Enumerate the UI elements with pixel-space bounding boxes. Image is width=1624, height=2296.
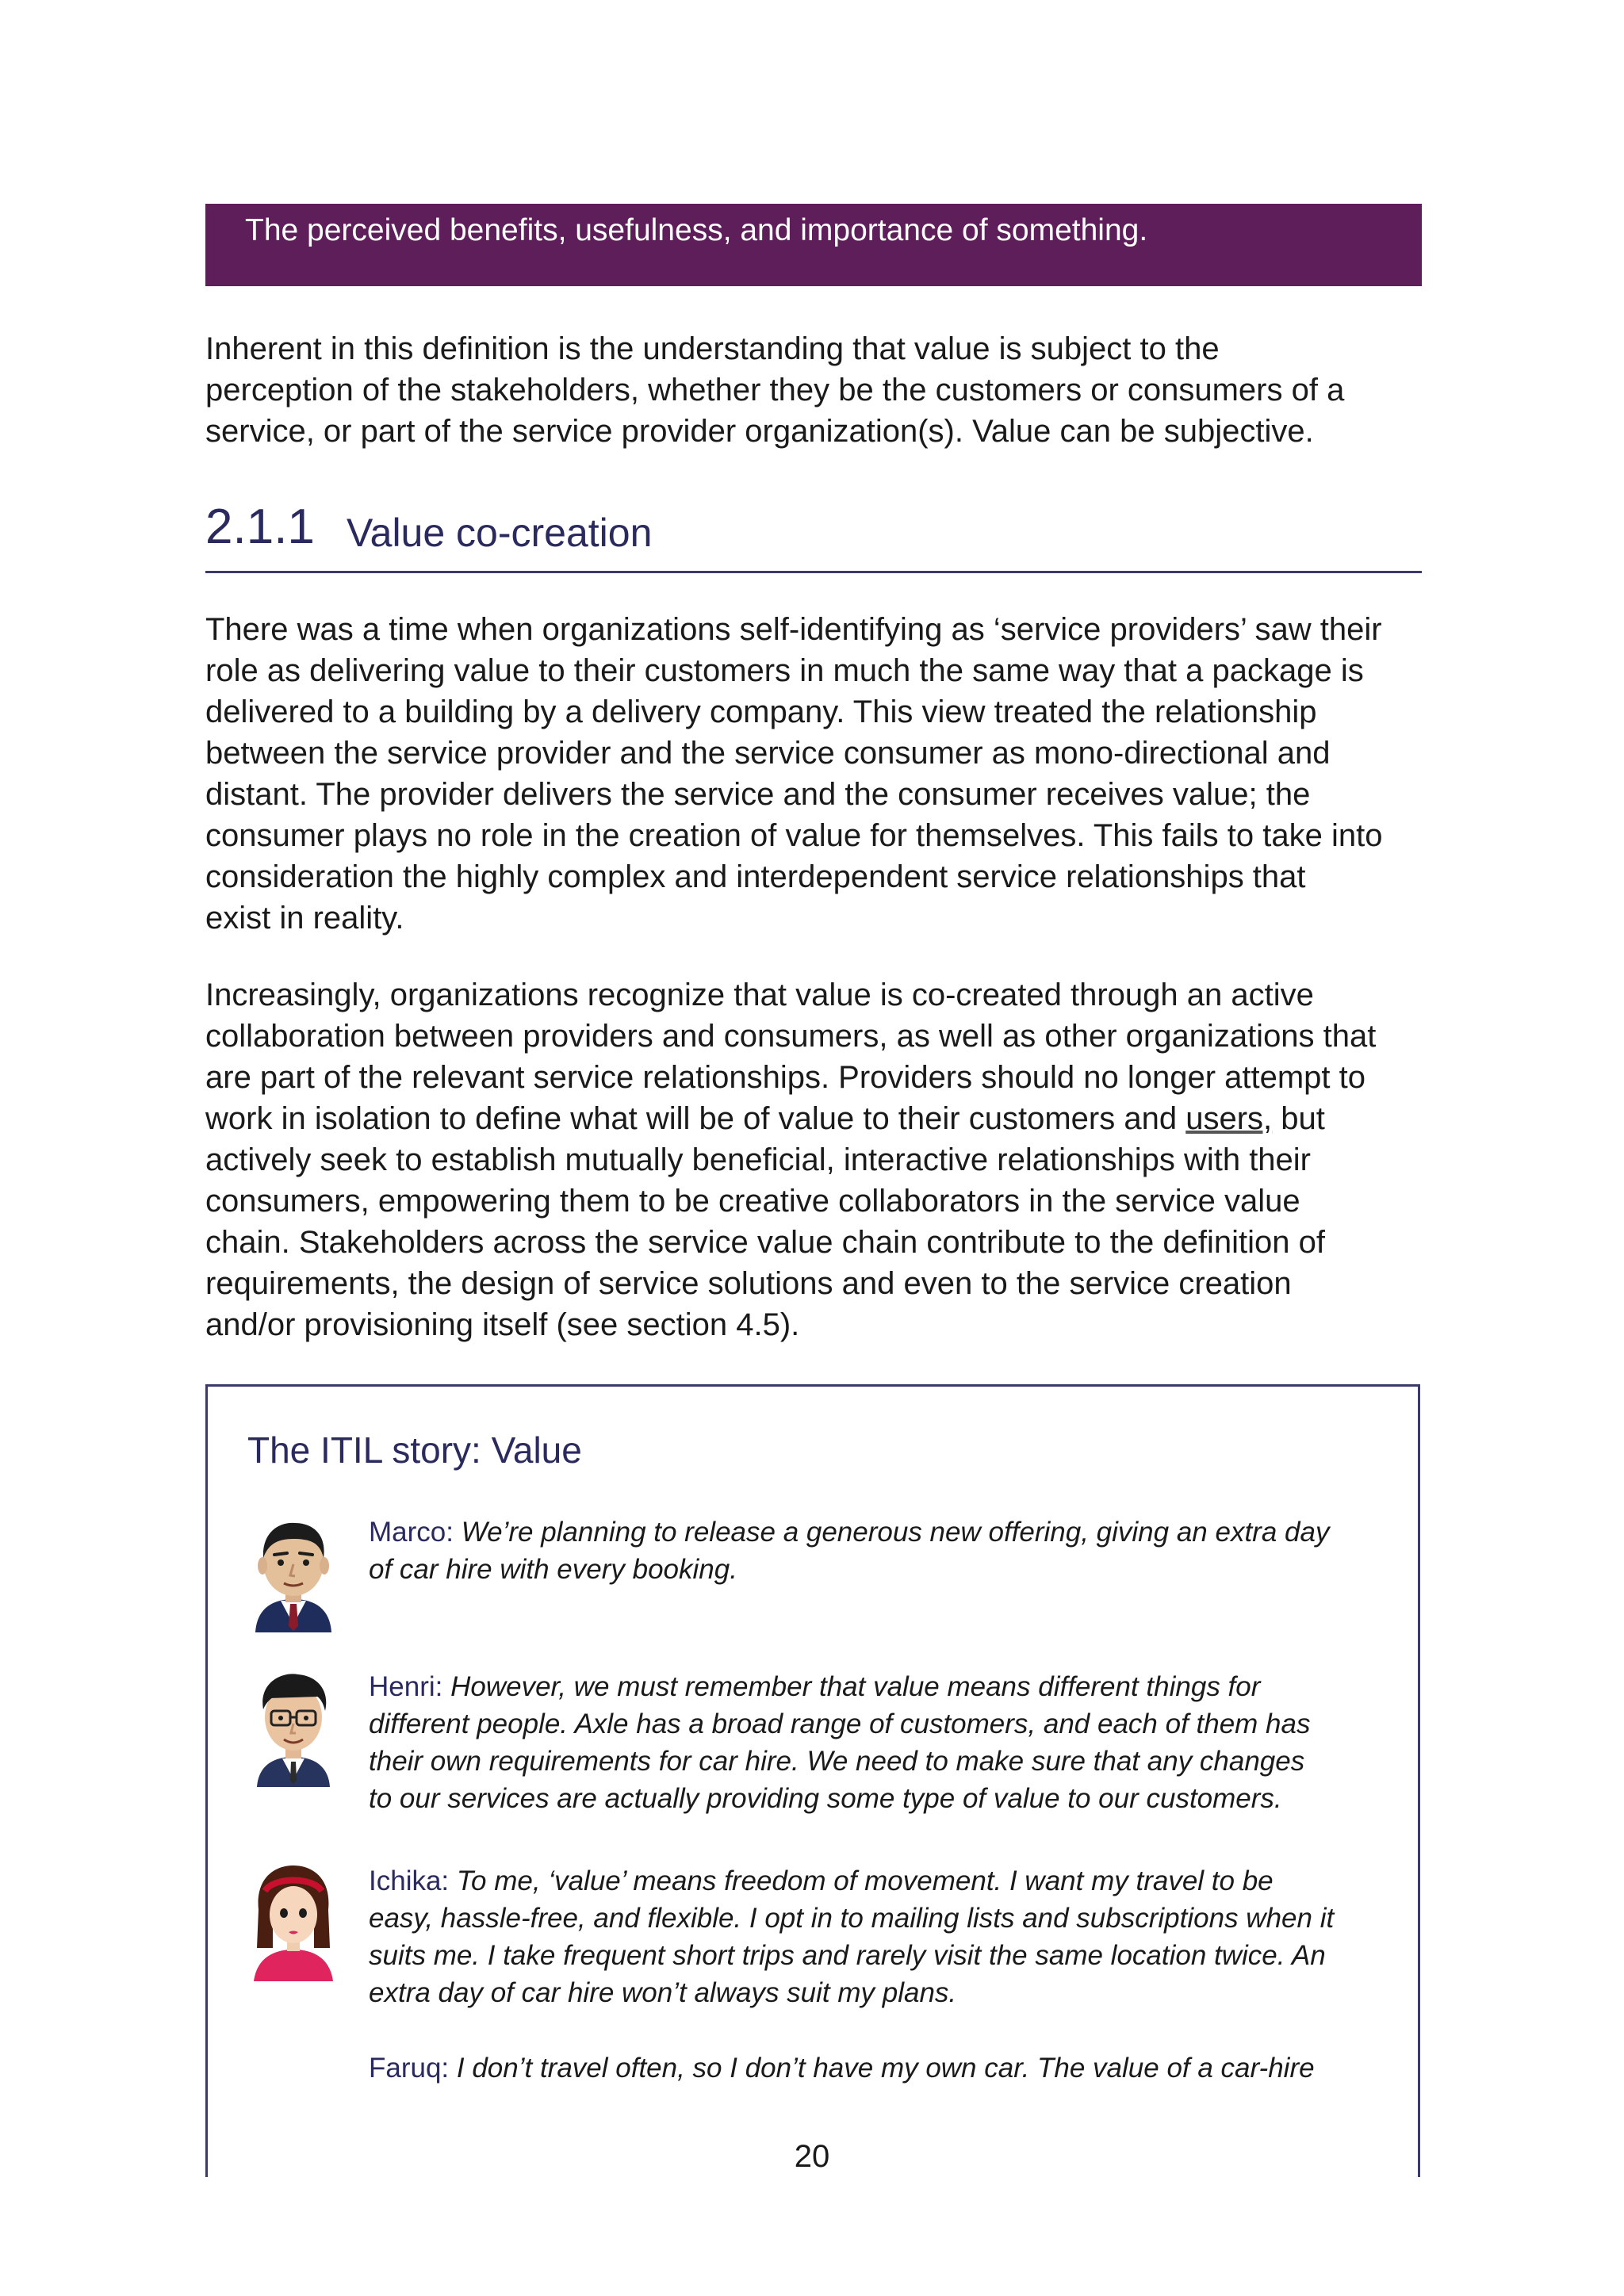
speech-text	[369, 2049, 1392, 2087]
story-title: The ITIL story: Value	[247, 1429, 582, 1471]
speaker-name: Henri:	[369, 1671, 443, 1702]
paragraph-line: perception of the stakeholders, whether they be the customers or consumers of a	[205, 373, 1345, 408]
definition-text: The perceived benefits, usefulness, and importance of something.	[245, 213, 1148, 247]
itil-story-box	[205, 1384, 1420, 2177]
paragraph-line: consumers, empowering them to be creative collaborators in the service value	[205, 1184, 1300, 1219]
paragraph-line: role as delivering value to their customers in much the same way that a package is	[205, 653, 1364, 688]
paragraph-line: Inherent in this definition is the understanding that value is subject to the	[205, 331, 1220, 366]
paragraph-line: Increasingly, organizations recognize that value is co-created through an active	[205, 978, 1314, 1012]
paragraph-line: collaboration between providers and consumers, as well as other organizations that	[205, 1019, 1377, 1054]
paragraph-line: between the service provider and the service consumer as mono-directional and	[205, 736, 1331, 771]
paragraph-line: requirements, the design of service solutions and even to the service creation	[205, 1266, 1292, 1301]
paragraph-line: delivered to a building by a delivery company. This view treated the relationship	[205, 695, 1317, 729]
speech-line: different people. Axle has a broad range of customers, and each of them has	[369, 1709, 1311, 1739]
speech-line	[369, 1862, 1392, 1900]
paragraph-line: service, or part of the service provider organization(s). Value can be subjective.	[205, 414, 1314, 449]
intro-paragraph	[205, 328, 1442, 452]
paragraph-line: There was a time when organizations self-identifying as ‘service providers’ saw their	[205, 612, 1382, 647]
speech-line: suits me. I take frequent short trips and rarely visit the same location twice. An	[369, 1940, 1326, 1971]
paragraph-line: consumer plays no role in the creation of value for themselves. This fails to take into	[205, 818, 1383, 853]
paragraph-line-with-link	[205, 1098, 1442, 1139]
man-glasses-avatar-icon	[251, 1668, 336, 1795]
quote-text: I don’t travel often, so I don’t have my own car. The value of a car-hire	[456, 2053, 1315, 2084]
quote-text: We’re planning to release a generous new offering, giving an extra day	[461, 1517, 1330, 1548]
section-heading	[205, 492, 1422, 573]
speaker-name: Faruq:	[369, 2053, 450, 2084]
body-paragraph-1	[205, 609, 1442, 939]
paragraph-line: exist in reality.	[205, 901, 404, 936]
paragraph-line: and/or provisioning itself (see section 4.5).	[205, 1307, 800, 1342]
speaker-name: Marco:	[369, 1517, 454, 1548]
body-paragraph-2	[205, 974, 1442, 1345]
woman-headband-avatar-icon	[251, 1862, 336, 1989]
quote-text: To me, ‘value’ means freedom of movement. I want my travel to be	[456, 1866, 1274, 1896]
paragraph-line: distant. The provider delivers the service and the consumer receives value; the	[205, 777, 1311, 812]
paragraph-line: are part of the relevant service relationships. Providers should no longer attempt to	[205, 1060, 1366, 1095]
speech-line	[369, 1513, 1392, 1551]
man-suit-avatar-icon	[251, 1513, 336, 1640]
quote-text: However, we must remember that value means different things for	[450, 1671, 1261, 1702]
speech-line	[369, 1668, 1392, 1705]
speech-line: of car hire with every booking.	[369, 1554, 737, 1585]
paragraph-line: chain. Stakeholders across the service value chain contribute to the definition of	[205, 1225, 1325, 1260]
definition-banner	[205, 204, 1422, 286]
paragraph-line: consideration the highly complex and interdependent service relationships that	[205, 859, 1306, 894]
paragraph-line: actively seek to establish mutually beneficial, interactive relationships with their	[205, 1142, 1312, 1177]
paragraph-text: work in isolation to define what will be of value to their customers and	[205, 1101, 1186, 1136]
speaker-name: Ichika:	[369, 1866, 450, 1896]
speech-line: to our services are actually providing some type of value to our customers.	[369, 1783, 1282, 1814]
speech-text	[369, 1513, 1392, 1588]
speech-text	[369, 1668, 1392, 1817]
page-number: 20	[794, 2139, 830, 2174]
users-link[interactable]: users,	[1185, 1101, 1273, 1136]
speech-line: easy, hassle-free, and flexible. I opt in to mailing lists and subscriptions when it	[369, 1903, 1335, 1934]
speech-line: their own requirements for car hire. We need to make sure that any changes	[369, 1746, 1305, 1777]
section-title: Value co-creation	[347, 511, 653, 555]
section-number: 2.1.1	[205, 499, 315, 554]
paragraph-text: but	[1272, 1101, 1325, 1136]
speech-text	[369, 1862, 1392, 2011]
speech-line	[369, 2049, 1392, 2087]
speech-line: extra day of car hire won’t always suit my plans.	[369, 1977, 957, 2008]
